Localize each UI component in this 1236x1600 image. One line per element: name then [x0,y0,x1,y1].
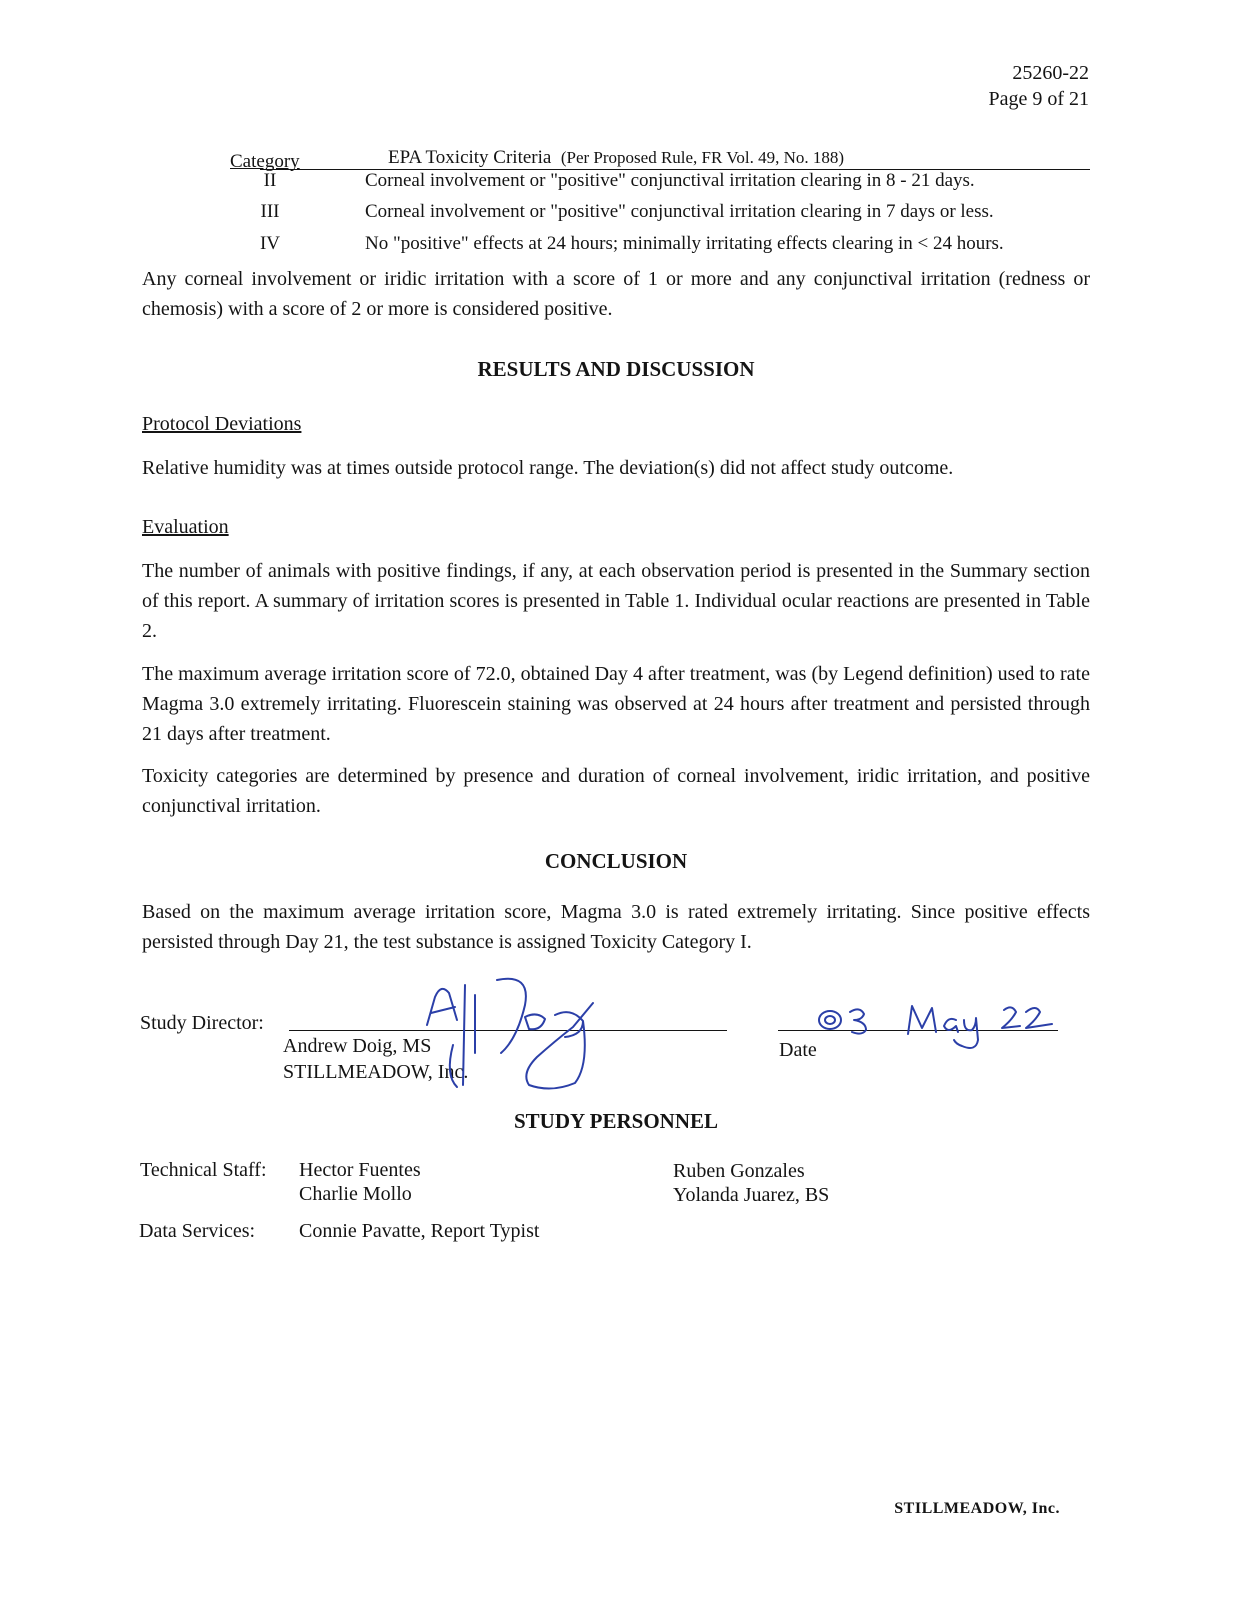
page-header [988,60,1089,112]
criteria-text: No "positive" effects at 24 hours; minimally irritating effects clearing in < 24 hours. [365,233,1004,254]
technical-staff-member: Yolanda Juarez, BS [673,1184,830,1206]
handwritten-date [808,1000,1068,1060]
results-heading: RESULTS AND DISCUSSION [477,357,755,381]
criteria-category: IV [259,233,281,254]
criteria-row [230,199,1090,225]
criteria-text: Corneal involvement or "positive" conjunctival irritation clearing in 7 days or less. [365,201,994,222]
evaluation-heading: Evaluation [142,516,229,538]
protocol-deviations-text: Relative humidity was at times outside protocol range. The deviation(s) did not affect study outcome. [142,457,954,479]
criteria-text: Corneal involvement or "positive" conjunctival irritation clearing in 8 - 21 days. [365,170,975,191]
technical-staff-member: Ruben Gonzales [673,1160,805,1182]
data-services-label: Data Services: [139,1220,256,1242]
study-number: 25260-22 [1012,62,1089,84]
evaluation-paragraph: The maximum average irritation score of 72.0, obtained Day 4 after treatment, was (by Legend definition) used to rate Magma 3.0 extremely irritating. Fluorescein staining was observed at 24 hours after treatment and persisted through 21 days after treatment. [142,663,1090,745]
protocol-deviations-heading: Protocol Deviations [142,413,302,435]
criteria-category: II [263,170,277,191]
technical-staff-member: Hector Fuentes [299,1159,421,1181]
criteria-row [230,231,1090,257]
criteria-category: III [260,201,280,222]
data-services-member: Connie Pavatte, Report Typist [299,1220,540,1242]
study-director-company: STILLMEADOW, Inc. [283,1061,469,1083]
positive-definition-note: Any corneal involvement or iridic irritation with a score of 1 or more and any conjunctival irritation (redness or chemosis) with a score of 2 or more is considered positive. [142,268,1090,320]
conclusion-heading: CONCLUSION [544,849,688,873]
technical-staff-label: Technical Staff: [140,1159,267,1181]
epa-criteria-note: (Per Proposed Rule, FR Vol. 49, No. 188) [560,148,845,167]
epa-criteria-title: EPA Toxicity Criteria [388,147,552,168]
study-director-name: Andrew Doig, MS [283,1035,432,1057]
evaluation-paragraph: The number of animals with positive findings, if any, at each observation period is presented in the Summary section of this report. A summary of irritation scores is presented in Table 1. Individual ocular reactions are presented in Table 2. [142,560,1090,642]
personnel-heading: STUDY PERSONNEL [513,1109,718,1133]
study-director-label: Study Director: [140,1012,264,1034]
category-column-header: Category [230,151,300,172]
footer-company: STILLMEADOW, Inc. [894,1500,1060,1517]
handwritten-signature [405,975,605,1095]
page-number: Page 9 of 21 [988,88,1089,110]
criteria-row [230,168,1090,194]
date-label: Date [779,1039,817,1061]
evaluation-paragraph: Toxicity categories are determined by presence and duration of corneal involvement, iridic irritation, and positive conjunctival irritation. [142,765,1090,817]
epa-criteria-column-header [260,147,1090,170]
conclusion-text: Based on the maximum average irritation score, Magma 3.0 is rated extremely irritating. Since positive effects persisted through Day 21, the test substance is assigned Toxicity Category I. [142,901,1090,953]
technical-staff-member: Charlie Mollo [299,1183,412,1205]
